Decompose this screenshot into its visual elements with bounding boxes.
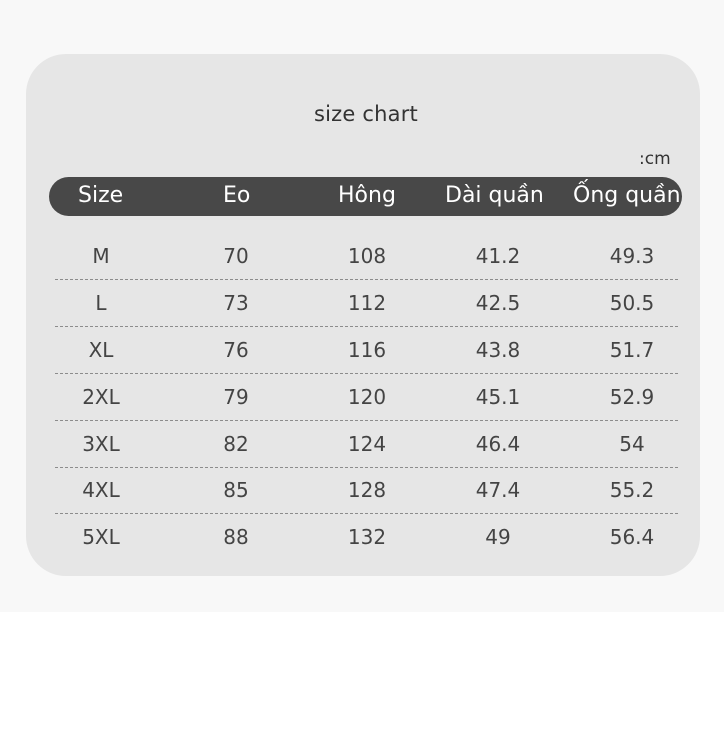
cell-eo: 82 [223, 432, 249, 456]
cell-ong-quan: 49.3 [609, 244, 655, 268]
table-row [55, 233, 678, 280]
chart-title: size chart [314, 102, 418, 126]
header-size: Size [78, 183, 124, 208]
cell-dai-quan: 41.2 [475, 244, 521, 268]
cell-size: L [95, 291, 107, 315]
header-ong-quan: Ống quần [573, 183, 681, 208]
table-header [49, 177, 682, 216]
table-row [55, 374, 678, 421]
cell-hong: 120 [347, 385, 387, 409]
unit-label: :cm [639, 149, 671, 169]
cell-size: 2XL [82, 385, 120, 409]
header-dai-quan: Dài quần [445, 183, 544, 208]
cell-size: 5XL [82, 525, 120, 549]
cell-hong: 128 [347, 478, 387, 502]
cell-eo: 70 [223, 244, 249, 268]
cell-ong-quan: 51.7 [609, 338, 655, 362]
table-row [55, 467, 678, 514]
table-row [55, 421, 678, 468]
cell-dai-quan: 43.8 [475, 338, 521, 362]
cell-size: 4XL [82, 478, 120, 502]
cell-hong: 124 [347, 432, 387, 456]
cell-hong: 112 [347, 291, 387, 315]
cell-eo: 73 [223, 291, 249, 315]
cell-hong: 116 [347, 338, 387, 362]
table-row [55, 280, 678, 327]
table-row [55, 514, 678, 560]
cell-dai-quan: 46.4 [475, 432, 521, 456]
cell-eo: 85 [223, 478, 249, 502]
cell-ong-quan: 50.5 [609, 291, 655, 315]
cell-dai-quan: 47.4 [475, 478, 521, 502]
cell-size: 3XL [82, 432, 120, 456]
cell-ong-quan: 55.2 [609, 478, 655, 502]
header-hong: Hông [338, 183, 396, 208]
cell-eo: 79 [223, 385, 249, 409]
cell-eo: 88 [223, 525, 249, 549]
table-row [55, 327, 678, 374]
cell-ong-quan: 52.9 [609, 385, 655, 409]
cell-dai-quan: 45.1 [475, 385, 521, 409]
cell-dai-quan: 42.5 [475, 291, 521, 315]
cell-hong: 132 [347, 525, 387, 549]
cell-size: M [92, 244, 110, 268]
cell-hong: 108 [347, 244, 387, 268]
cell-ong-quan: 54 [619, 432, 645, 456]
cell-dai-quan: 49 [485, 525, 511, 549]
cell-ong-quan: 56.4 [609, 525, 655, 549]
cell-size: XL [88, 338, 114, 362]
cell-eo: 76 [223, 338, 249, 362]
header-eo: Eo [223, 183, 251, 208]
